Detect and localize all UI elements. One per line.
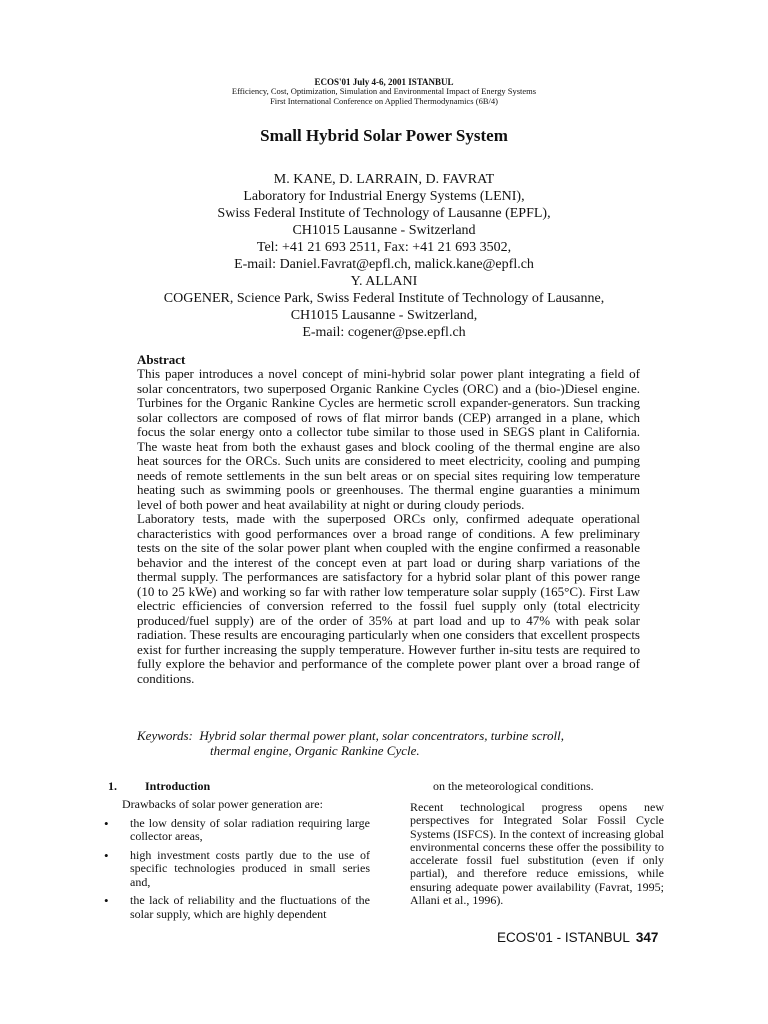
author2-org: COGENER, Science Park, Swiss Federal Institute of Technology of Lausanne, [163, 291, 605, 306]
keywords-line-1: Hybrid solar thermal power plant, solar concentrators, turbine scroll, [199, 728, 564, 743]
list-item-text: the low density of solar radiation requiring large collector areas, [130, 815, 370, 843]
page-number: 347 [635, 930, 659, 945]
keywords-line-2: thermal engine, Organic Rankine Cycle. [210, 743, 420, 758]
list-item [104, 894, 370, 921]
bullet-icon: • [104, 847, 109, 863]
list-item-text: the lack of reliability and the fluctuations of the solar supply, which are highly dependent [130, 893, 370, 921]
section-title: Introduction [145, 779, 211, 793]
abstract-heading: Abstract [137, 352, 186, 367]
author-lab: Laboratory for Industrial Energy Systems (LENI), [243, 189, 525, 204]
footer-conference: ECOS'01 - ISTANBUL [497, 930, 630, 945]
author-email: E-mail: Daniel.Favrat@epfl.ch, malick.kane@epfl.ch [234, 257, 534, 272]
bullet-icon: • [104, 815, 109, 831]
page-footer [497, 930, 658, 945]
list-item-text: high investment costs partly due to the use of specific technologies produced in small series and, [130, 847, 370, 889]
paper-title: Small Hybrid Solar Power System [260, 126, 508, 145]
author2-email: E-mail: cogener@pse.epfl.ch [302, 325, 466, 340]
author-institution: Swiss Federal Institute of Technology of Lausanne (EPFL), [217, 206, 551, 221]
author2-name: Y. ALLANI [350, 274, 418, 289]
author-names: M. KANE, D. LARRAIN, D. FAVRAT [273, 172, 495, 187]
intro-sentence: Drawbacks of solar power generation are: [122, 797, 323, 811]
abstract-paragraph-2: Laboratory tests, made with the superposed ORCs only, confirmed adequate operational characteristics with good performances over a broad range of conditions. A few preliminary tests on the site of the solar power plant when coupled with the engine confirmed a reasonable behavior and the interest of the concept even at part load or during sharp variations of the thermal supply. The performances are satisfactory for a hybrid solar plant of this power range (10 to 25 kWe) and working so far with rather low temperature solar supply (165°C). First Law electric efficiencies of conversion referred to the fossil fuel supply only (total electricity produced/fuel supply) are of the order of 35% at part load and up to 47% with peak solar radiation. These results are encouraging particularly when one considers that excellent prospects exist for further increasing the supply temperature. However further in-situ tests are required to fully explore the behavior and performance of the complete power plant over a broad range of conditions. [137, 511, 640, 686]
keywords-label: Keywords: [137, 728, 193, 743]
section-number: 1. [108, 779, 117, 793]
right-column-continuation: on the meteorological conditions. [433, 779, 594, 793]
keywords [137, 728, 640, 758]
abstract-paragraph-1: This paper introduces a novel concept of mini-hybrid solar power plant integrating a field of solar concentrators, two superposed Organic Rankine Cycles (ORC) and a (bio-)Diesel engine. Turbines for the Organic Rankine Cycles are hermetic scroll expander-generators. Sun tracking solar collectors are composed of rows of flat mirror bands (CEP) arranged in a plane, which focus the solar energy onto a collector tube similar to those used in SEGS plant in California. The waste heat from both the exhaust gases and block cooling of the thermal engine are also heat sources for the ORCs. Such units are considered to meet electricity, cooling and pumping needs of remote settlements in the sun belt areas or on special sites requiring low temperature heating such as swimming pools or greenhouses. The thermal engine guaranties a minimum level of both power and heat availability at night or during cloudy periods. [137, 366, 640, 512]
author-city: CH1015 Lausanne - Switzerland [292, 223, 476, 238]
list-item [104, 817, 370, 844]
author-phone: Tel: +41 21 693 2511, Fax: +41 21 693 3502, [256, 240, 512, 255]
conference-series: First International Conference on Applied Thermodynamics (6B/4) [270, 96, 498, 106]
conference-subtitle: Efficiency, Cost, Optimization, Simulation and Environmental Impact of Energy Systems [231, 86, 537, 96]
author2-city: CH1015 Lausanne - Switzerland, [290, 308, 478, 323]
author-block [0, 171, 768, 341]
bullet-icon: • [104, 893, 109, 908]
right-column-paragraph: Recent technological progress opens new perspectives for Integrated Solar Fossil Cycle Systems (ISFCS). In the context of increasing global environmental concerns these offer the possibility to accelerate fossil fuel substitution (even if only partial), and therefore reduce emissions, while ensuring adequate power availability (Favrat, 1995; Allani et al., 1996). [410, 800, 664, 908]
conference-header: ECOS'01 July 4-6, 2001 ISTANBUL [314, 77, 454, 87]
left-column [104, 798, 370, 926]
list-item [104, 849, 370, 890]
abstract-body [137, 367, 640, 686]
